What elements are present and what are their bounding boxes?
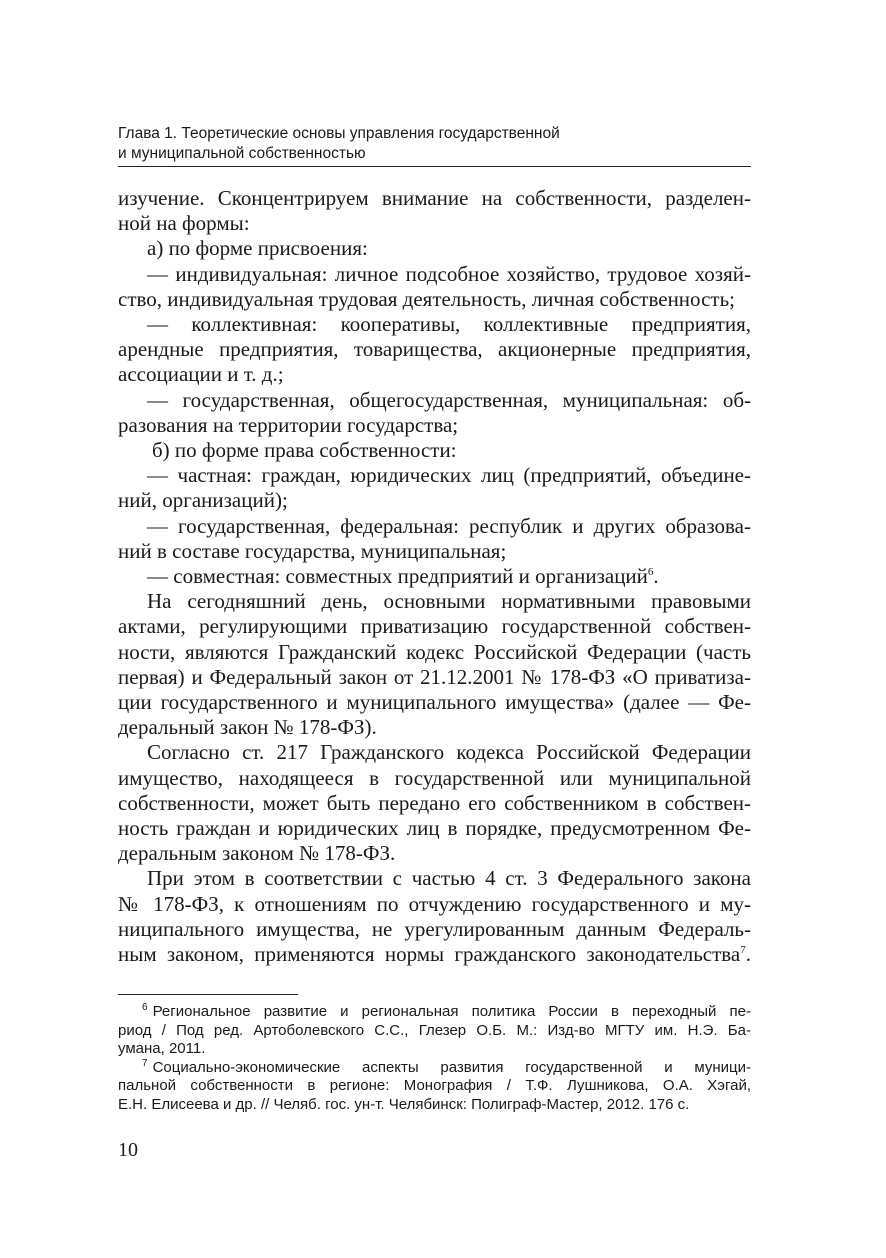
text-line: [118, 942, 751, 967]
page-number: 10: [118, 1139, 138, 1161]
text-line: ниципального имущества, не урегулированным данным Федераль-: [118, 916, 751, 941]
footnote-rule: [118, 994, 298, 995]
text-line: первая) и Федеральный закон от 21.12.2001 № 178-ФЗ «О приватиза-: [118, 664, 751, 689]
footnote-number: 6: [142, 1002, 148, 1013]
text-line: — коллективная: кооперативы, коллективные предприятия,: [147, 312, 751, 337]
text-line: актами, регулирующими приватизацию государственной собствен-: [118, 614, 751, 639]
text-fragment: .: [653, 564, 659, 589]
text-fragment: Региональное развитие и региональная политика России в переходный пе-: [152, 1003, 751, 1020]
text-line: ной на формы:: [118, 211, 250, 236]
running-header: [118, 124, 751, 164]
text-line: — государственная, общегосударственная, муниципальная: об-: [147, 387, 751, 412]
text-fragment: ным законом, применяются нормы гражданского законодательства: [118, 942, 741, 967]
footnote-line: [118, 1003, 751, 1022]
text-line: — частная: граждан, юридических лиц (предприятий, объедине-: [147, 463, 751, 488]
footnote-line: Е.Н. Елисеева и др. // Челяб. гос. ун-т. Челябинск: Полиграф-Мастер, 2012. 176 с.: [118, 1095, 690, 1113]
header-rule: [118, 166, 751, 167]
text-line: Согласно ст. 217 Гражданского кодекса Российской Федерации: [147, 740, 751, 765]
text-line: ции государственного и муниципального имущества» (далее — Фе-: [118, 690, 751, 715]
text-line: арендные предприятия, товарищества, акционерные предприятия,: [118, 337, 751, 362]
text-line: № 178-ФЗ, к отношениям по отчуждению государственного и му-: [118, 891, 751, 916]
text-fragment: Социально-экономические аспекты развития государственной и муници-: [152, 1058, 751, 1076]
text-line: ство, индивидуальная трудовая деятельность, личная собственность;: [118, 286, 735, 311]
text-line: При этом в соответствии с частью 4 ст. 3 Федерального закона: [147, 866, 751, 891]
text-line: б) по форме права собственности:: [152, 438, 457, 463]
body-text: [118, 186, 751, 967]
running-header-line: и муниципальной собственностью: [118, 145, 366, 162]
footnote-line: [118, 1059, 751, 1078]
footnote-line: пальной собственности в регионе: Монография / Т.Ф. Лушникова, О.А. Хэгай,: [118, 1077, 751, 1095]
text-line: а) по форме присвоения:: [147, 236, 368, 261]
text-line: изучение. Сконцентрируем внимание на собственности, разделен-: [118, 186, 751, 210]
footnotes: [118, 1003, 751, 1115]
running-header-line: Глава 1. Теоретические основы управления государственной: [118, 125, 560, 142]
text-line: деральный закон № 178-ФЗ).: [118, 715, 377, 740]
footnote-line: умана, 2011.: [118, 1040, 206, 1058]
footnote-line: риод / Под ред. Артоболевского С.С., Глезер О.Б. М.: Изд-во МГТУ им. Н.Э. Ба-: [118, 1021, 751, 1039]
text-line: ний, организаций);: [118, 488, 288, 513]
text-line: На сегодняшний день, основными нормативными правовыми: [147, 589, 751, 614]
footnote-number: 7: [142, 1057, 148, 1069]
text-line: ность граждан и юридических лиц в порядке, предусмотренном Фе-: [118, 816, 751, 841]
text-fragment: — совместная: совместных предприятий и организаций: [147, 564, 648, 589]
text-line: собственности, может быть передано его собственником в собствен-: [118, 790, 751, 815]
text-line: ассоциации и т. д.;: [118, 362, 284, 387]
text-line: — государственная, федеральная: республик и других образова-: [147, 513, 751, 538]
footnote-ref: 6: [647, 566, 654, 579]
text-line: имущество, находящееся в государственной или муниципальной: [118, 765, 751, 790]
footnote-ref: 7: [740, 944, 746, 957]
text-line: деральным законом № 178-ФЗ.: [118, 841, 396, 866]
text-line: ности, являются Гражданский кодекс Российской Федерации (часть: [118, 639, 751, 664]
text-line: — индивидуальная: личное подсобное хозяйство, трудовое хозяй-: [147, 261, 751, 286]
text-line: ний в составе государства, муниципальная;: [118, 538, 507, 563]
text-line: [118, 564, 751, 589]
text-line: разования на территории государства;: [118, 412, 459, 437]
text-fragment: .: [745, 942, 751, 967]
